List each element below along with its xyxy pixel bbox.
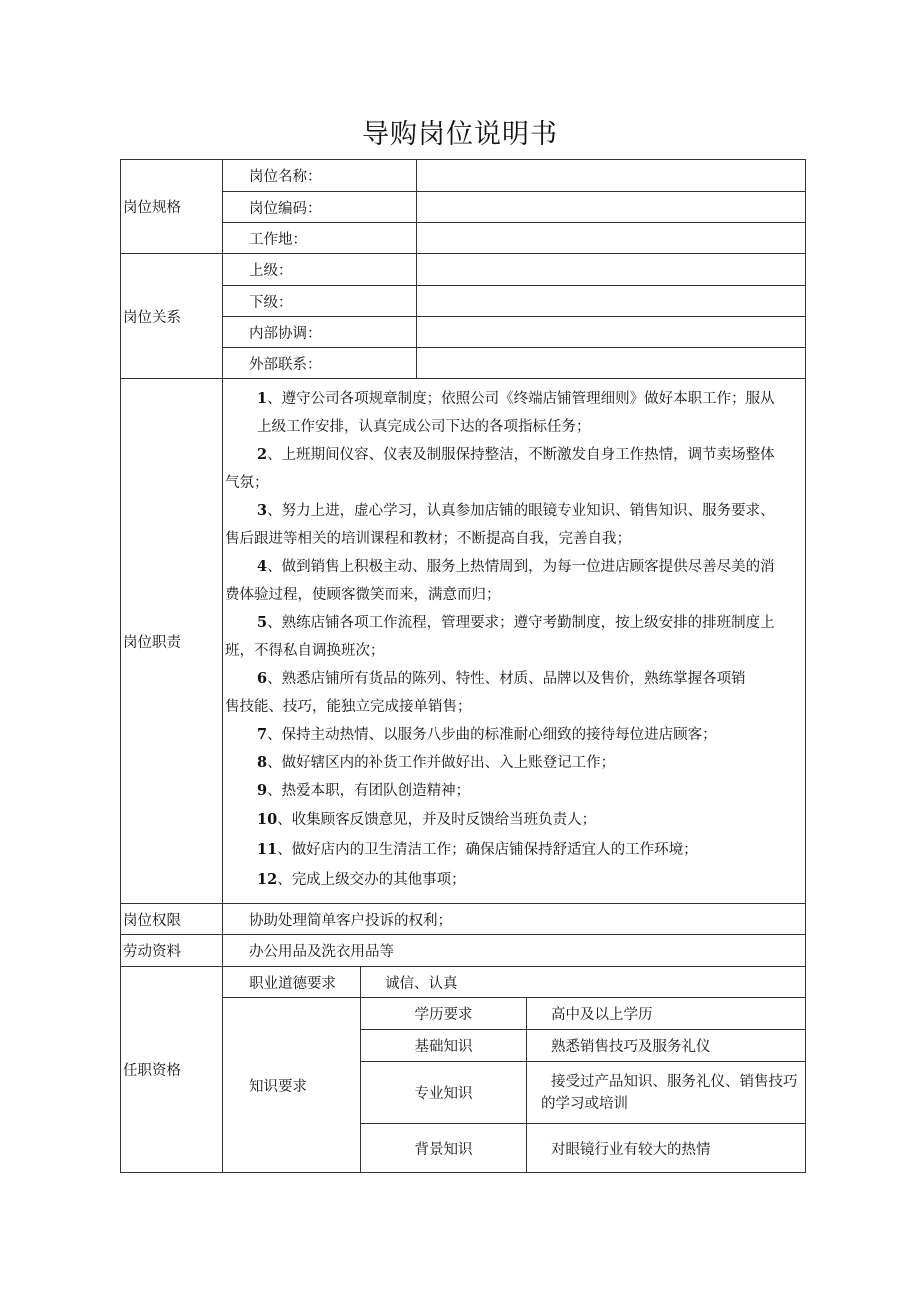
section-spec-label: 岗位规格 bbox=[121, 160, 223, 254]
section-duties-label: 岗位职责 bbox=[121, 379, 223, 904]
duty-item: 6、熟悉店铺所有货品的陈列、特性、材质、品牌以及售价，熟练掌握各项销 bbox=[257, 670, 746, 687]
duty-item-continued: 上级工作安排，认真完成公司下达的各项指标任务； bbox=[257, 419, 591, 435]
duty-item-continued: 售后跟进等相关的培训课程和教材；不断提高自我，完善自我； bbox=[225, 531, 631, 547]
ethics-label: 职业道德要求 bbox=[223, 967, 361, 998]
professional-knowledge-label: 专业知识 bbox=[361, 1062, 527, 1124]
section-materials-label: 劳动资料 bbox=[121, 935, 223, 967]
spec-position-name-field[interactable] bbox=[417, 160, 806, 192]
duty-item-continued: 售技能、技巧，能独立完成接单销售； bbox=[225, 699, 472, 715]
authority-value: 协助处理简单客户投诉的权利； bbox=[223, 904, 806, 935]
duty-item: 2、上班期间仪容、仪表及制服保持整洁，不断激发自身工作热情，调节卖场整体 bbox=[257, 446, 775, 463]
spec-position-code-field[interactable] bbox=[417, 192, 806, 223]
education-value: 高中及以上学历 bbox=[527, 998, 806, 1030]
education-label: 学历要求 bbox=[361, 998, 527, 1030]
relations-superior-field[interactable] bbox=[417, 254, 806, 286]
spec-workplace-label: 工作地： bbox=[223, 223, 417, 254]
relations-internal-label: 内部协调： bbox=[223, 317, 417, 348]
duty-item: 4、做到销售上积极主动、服务上热情周到，为每一位进店顾客提供尽善尽美的消 bbox=[257, 558, 775, 575]
duty-item: 9、热爱本职，有团队创造精神； bbox=[257, 782, 471, 799]
duties-list bbox=[223, 379, 806, 904]
spec-position-code-label: 岗位编码： bbox=[223, 192, 417, 223]
basic-knowledge-label: 基础知识 bbox=[361, 1030, 527, 1062]
section-qualification-label: 任职资格 bbox=[121, 967, 223, 1173]
section-authority-label: 岗位权限 bbox=[121, 904, 223, 935]
background-knowledge-label: 背景知识 bbox=[361, 1124, 527, 1173]
duty-item: 8、做好辖区内的补货工作并做好出、入上账登记工作； bbox=[257, 754, 616, 771]
spec-workplace-field[interactable] bbox=[417, 223, 806, 254]
ethics-value: 诚信、认真 bbox=[361, 967, 806, 998]
page-title: 导购岗位说明书 bbox=[362, 119, 558, 150]
relations-internal-field[interactable] bbox=[417, 317, 806, 348]
relations-external-label: 外部联系： bbox=[223, 348, 417, 379]
materials-value: 办公用品及洗衣用品等 bbox=[223, 935, 806, 967]
professional-knowledge-value: 接受过产品知识、服务礼仪、销售技巧的学习或培训 bbox=[527, 1062, 806, 1124]
background-knowledge-value: 对眼镜行业有较大的热情 bbox=[527, 1124, 806, 1173]
duty-item: 10、收集顾客反馈意见，并及时反馈给当班负责人； bbox=[257, 811, 597, 828]
section-relations-label: 岗位关系 bbox=[121, 254, 223, 379]
duty-item-continued: 费体验过程，使顾客微笑而来，满意而归； bbox=[225, 587, 501, 603]
relations-superior-label: 上级： bbox=[223, 254, 417, 286]
duty-item: 3、努力上进，虚心学习，认真参加店铺的眼镜专业知识、销售知识、服务要求、 bbox=[257, 502, 775, 519]
duty-item: 12、完成上级交办的其他事项； bbox=[257, 871, 466, 888]
duty-item-continued: 气氛； bbox=[225, 475, 269, 491]
duty-item: 11、做好店内的卫生清洁工作；确保店铺保持舒适宜人的工作环境； bbox=[257, 841, 698, 858]
duty-item: 5、熟练店铺各项工作流程，管理要求；遵守考勤制度，按上级安排的排班制度上 bbox=[257, 614, 775, 631]
job-description-table bbox=[120, 159, 806, 1173]
relations-subordinate-label: 下级： bbox=[223, 286, 417, 317]
basic-knowledge-value: 熟悉销售技巧及服务礼仪 bbox=[527, 1030, 806, 1062]
relations-subordinate-field[interactable] bbox=[417, 286, 806, 317]
knowledge-label: 知识要求 bbox=[223, 998, 361, 1173]
spec-position-name-label: 岗位名称： bbox=[223, 160, 417, 192]
relations-external-field[interactable] bbox=[417, 348, 806, 379]
duty-item-continued: 班，不得私自调换班次； bbox=[225, 643, 385, 659]
duty-item: 1、遵守公司各项规章制度；依照公司《终端店铺管理细则》做好本职工作；服从 bbox=[257, 390, 775, 407]
duty-item: 7、保持主动热情、以服务八步曲的标准耐心细致的接待每位进店顾客； bbox=[257, 726, 717, 743]
